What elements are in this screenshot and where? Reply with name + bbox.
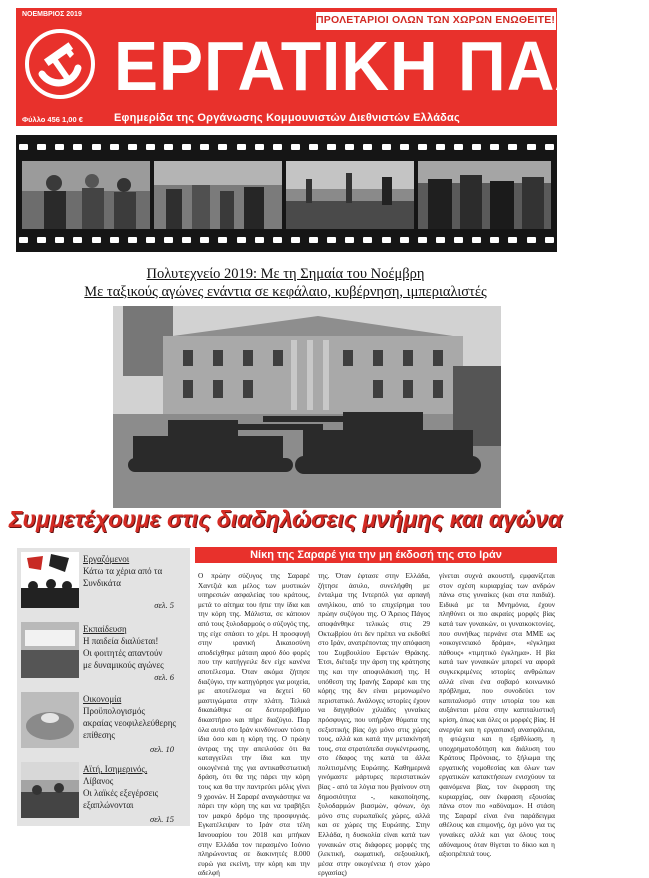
thumb-international: [21, 762, 79, 818]
sidebar-item-heading: Οικονομία: [83, 694, 122, 704]
film-photo-2: [154, 161, 282, 229]
film-holes-bottom: [16, 237, 557, 245]
sidebar-item-line: με δυναμικούς αγώνες: [83, 660, 164, 670]
photo-film-strip: [16, 135, 557, 252]
sidebar-item-line: Συνδικάτα: [83, 578, 121, 588]
sidebar-item-heading: Εργαζόμενοι: [83, 554, 130, 564]
sidebar-item-page: σελ. 15: [150, 814, 174, 824]
sidebar-item-line: Οι λαϊκές εξεγέρσεις: [83, 788, 159, 798]
article-column-2: [318, 571, 430, 878]
issue-number: Φύλλο 456 1,00 €: [22, 115, 83, 124]
article-text: γίνεται συχνά ακουστή, εμφανίζεται στον σχέση κυριαρχίας των ανδρών πάνω στις γυναίκες (και στα παιδιά). Ειδικά με τα Μνημόνια, έχουν πληθύνει οι πιο ακραίες μορφές βίας κατά των γυναικών, οι γυναικοκτονίες, που συνήθως περνάνε στα ΜΜΕ ως «οικογενειακό δράμα», «έγκλημα πάθους» «τιμητικό έγκλημα». Η βία κατά των γυναικών μπορεί να αφορά συγκεκριμένες ιστορίες ανθρώπων αλλά είναι ένα σοβαρό κοινωνικό πρόβλημα, που συνοδεύει τον καπιταλισμό στην ιστορία του και αυξάνεται μέσα στην καπιταλιστική κρίση, όπως και όλες οι μορφές βίας. Η ανεργία και η εργασιακή ανασφάλεια, η φτώχεια και η εξαθλίωση, η υποχρηματοδότηση και διάλυση του Κράτους Πρόνοιας, το ξήλωμα της εργατικής νομοθεσίας και όλων των εργατικών κατακτήσεων ενισχύουν τα φαινόμενα βίας, τον έκφραση της κυριαρχίας, σαν έκφραση εξουσίας πάνω στον πιο «αδύναμο». Η στάση της Σαραρέ είναι ένα παράδειγμα αθέλους και επιμονής, όχι μόνο για τις γυναίκες αλλά και για όλους τους αδύναμους όταν θίγεται το δίκιο και η αξιοπρέπειά τους.: [439, 571, 555, 859]
sidebar-item-line: επίθεσης: [83, 730, 115, 740]
thumb-economy: [21, 692, 79, 748]
sidebar-item-education[interactable]: [17, 618, 190, 684]
slogan: ΠΡΟΛΕΤΑΡΙΟΙ ΟΛΩΝ ΤΩΝ ΧΩΡΩΝ ΕΝΩΘΕΙΤΕ!: [316, 14, 556, 26]
sidebar-contents: [17, 548, 190, 826]
sidebar-item-line: Η παιδεία διαλύεται!: [83, 636, 159, 646]
sidebar-item-international[interactable]: [17, 758, 190, 824]
article-text: της. Όταν έφτασε στην Ελλάδα, ζήτησε άσυλο, συνελήφθη με ένταλμα της Ιντερπόλ για αρπαγή ανηλίκου, από το επιχείρημα του πρώην συζύγου της. Ο Άρειος Πάγος αποφάνθηκε τελικώς στις 29 Οκτωβρίου ότι δεν πρέπει να εκδοθεί στο Ιράν, ανατρέποντας την απόφαση του Συμβουλίου Εφετών Θράκης. Έτσι, διέταξε την άρση της κράτησης της και την αποφυλάκισή της. Η υπόθεση της Ιρανής Σαραρέ και της κόρης της δεν είναι μεμονωμένο περιστατικό. Ανάλογες ιστορίες έχουν να διηγηθούν χιλιάδες γυναίκες πρόσφυγες, που υπήρξαν θύματα της σεξιστικής βίας όχι μόνο στις χώρες τους, αλλά και κατά την μετακίνησή τους, στα στρατόπεδα συγκέντρωσης, στο έδαφος της κατά τα άλλα πολιτισμένης Ευρώπης. Καθημερινά γινόμαστε μάρτυρες περιστατικών βίας - από τα λόγια που βγαίνουν στη δημοσιότητα -, κακοποίησης, ξυλοδαρμών βιασμών, φόνων, όχι μόνο στις ευρωπαϊκές χώρες, αλλά και σε χώρες της Ευρώπης. Στην Ελλάδα, η δυσκολία είναι κατά των γυναικών στις διάφορες μορφές της (λεκτική, σωματική, σεξουαλική, μέσα στην οικογένεια ή στον χώρο εργασίας): [318, 571, 430, 878]
main-headline: Πολυτεχνείο 2019: Με τη Σημαία του Νοέμβρη: [146, 266, 425, 282]
sidebar-item-page: σελ. 5: [154, 600, 174, 610]
sidebar-item-line: Λίβανος: [83, 776, 114, 786]
sidebar-item-heading: Αϊτή, Ισημερινός,: [83, 764, 148, 774]
banner-call-to-action: Συμμετέχουμε στις διαδηλώσεις μνήμης και αγώνα: [8, 506, 563, 532]
sidebar-item-workers[interactable]: [17, 548, 190, 614]
sub-headline: Με ταξικούς αγώνες ενάντια σε κεφάλαιο, κυβέρνηση, ιμπεριαλιστές: [84, 284, 487, 300]
sidebar-item-line: Οι φοιτητές απαντούν: [83, 648, 163, 658]
tagline: Εφημερίδα της Οργάνωσης Κομμουνιστών Διεθνιστών Ελλάδας: [114, 112, 460, 124]
sidebar-item-economy[interactable]: [17, 688, 190, 754]
article-header: [195, 547, 557, 563]
sidebar-item-heading: Εκπαίδευση: [83, 624, 127, 634]
sidebar-item-line: εξαπλώνονται: [83, 800, 134, 810]
hammer-sickle-logo-icon: [24, 28, 96, 100]
sidebar-item-line: ακραίας νεοφιλελεύθερης: [83, 718, 176, 728]
masthead: [16, 8, 649, 126]
film-photo-4: [418, 161, 551, 229]
film-photo-1: [22, 161, 150, 229]
article-title: Νίκη της Σαραρέ για την μη έκδοσή της στο Ιράν: [250, 549, 502, 561]
thumb-education: [21, 622, 79, 678]
sidebar-item-page: σελ. 6: [154, 672, 174, 682]
thumb-workers: [21, 552, 79, 608]
sidebar-item-page: σελ. 10: [150, 744, 174, 754]
sidebar-item-line: Κάτω τα χέρια από τα: [83, 566, 163, 576]
article-text: Ο πρώην σύζυγος της Σαραρέ Χαντζιά και μέλος των μυστικών υπηρεσιών ασφαλείας του κράτους, μετά το αίτημα του ήπιε την ίδια και την κόρη της. Μάλιστα, σε κάποιον από τους ξυλοδαρμούς ο σύζυγός της, της είχε σπάσει το χέρι. Η προσφυγή στην ιρανική Δικαιοσύνη αποδείχθηκε μάταιη αφού δύο φορές που την κατήγγειλε δεν είχε κανένα αποτέλεσμα. Όταν ακόμα ζήτησε διαζύγιο, την κατηγόρησε για μοιχεία, με αποτέλεσμα να δεχτεί 60 μαστιγώματα στην πλάτη. Τελικά δικαιώθηκε σε δευτεροβάθμιο δικαστήριο και πήρε διαζύγιο. Παρ όλα αυτά στο Ιράν κινδύνευαν τόσο η ίδια όσο και η κόρη της. Ο πρώην άντρας της την απειλούσε ότι θα καταγγείλει την ίδια και την οικογένειά της για αντικαθεστωτική δράση, ότι θα της πάρει την κόρη τους και θα την παντρεύει μόλις γίνει 9 χρονών. Η Σαραρέ αναγκάστηκε να πάρει την κόρη της και να τραβήξει τον μακρύ δρόμο της προσφυγιάς. Εγκατέλειψαν το Ιράν στα τέλη Ιανουαρίου του 2018 και μπήκαν στην Ελλάδα τον περασμένο Ιούνιο πληρώνοντας σε διακινητές 8.000 ευρώ για εκείνη, την κόρη και την αδελφή: [198, 571, 310, 878]
film-holes-top: [16, 144, 557, 152]
article-column-3: [439, 571, 555, 859]
issue-date: ΝΟΕΜΒΡΙΟΣ 2019: [22, 11, 82, 18]
newspaper-title: ΕΡΓΑΤΙΚΗ ΠΑΛΗ: [114, 27, 649, 105]
main-photo-parliament-tanks: [113, 306, 501, 508]
sidebar-item-line: Προϋπολογισμός: [83, 706, 145, 716]
article-column-1: [198, 571, 310, 878]
film-photo-3: [286, 161, 414, 229]
